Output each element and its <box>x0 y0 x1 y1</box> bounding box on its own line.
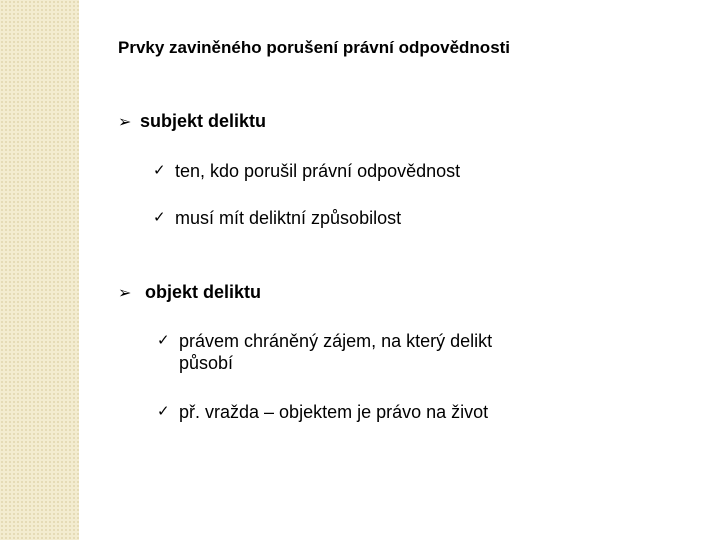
list-item-text: př. vražda – objektem je právo na život <box>179 402 489 422</box>
slide-title: Prvky zaviněného porušení právní odpovědnosti <box>118 38 511 57</box>
list-item-text: ten, kdo porušil právní odpovědnost <box>175 161 461 181</box>
list-item-text-line-1: právem chráněný zájem, na který delikt <box>179 331 493 351</box>
list-item <box>153 207 401 229</box>
checkmark-icon: ✓ <box>157 403 170 420</box>
list-item-text: musí mít deliktní způsobilost <box>175 208 402 228</box>
decorative-side-strip <box>0 0 79 540</box>
section-label: subjekt deliktu <box>140 111 267 131</box>
arrow-bullet-icon: ➢ <box>118 285 132 302</box>
checkmark-icon: ✓ <box>157 332 170 349</box>
arrow-bullet-icon: ➢ <box>118 114 132 131</box>
checkmark-icon: ✓ <box>153 162 166 179</box>
list-item <box>157 330 492 374</box>
checkmark-icon: ✓ <box>153 209 166 226</box>
section-objekt <box>118 282 261 303</box>
list-item-text-line-2: působí <box>179 353 234 373</box>
section-label: objekt deliktu <box>145 282 262 302</box>
list-item <box>157 401 488 423</box>
section-subjekt <box>118 111 266 132</box>
list-item <box>153 160 460 182</box>
